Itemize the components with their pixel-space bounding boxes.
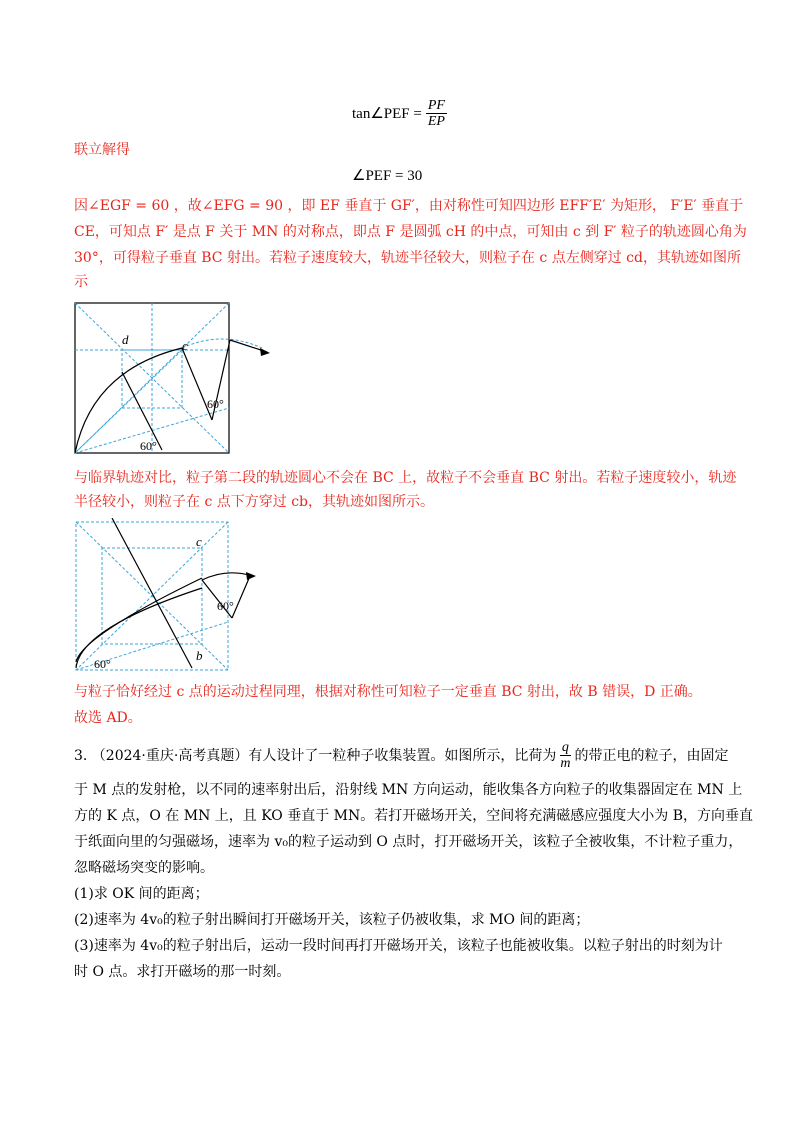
fig2-angle-bottom: 60° [94, 657, 111, 671]
formula-tan-denominator: EP [427, 114, 445, 129]
formula-tan-lhs: tan∠PEF = [352, 106, 422, 122]
question-ratio-q: q [561, 740, 569, 755]
fig2-arrowhead [246, 572, 256, 580]
para2-line1: 与临界轨迹对比，粒子第二段的轨迹圆心不会在 BC 上，故粒子不会垂直 BC 射出。若粒子速度较小，轨迹 [74, 470, 737, 486]
fig2-trajectory-arc-2 [76, 578, 202, 662]
question-line4: 于纸面向里的匀强磁场，速率为 v₀的粒子运动到 O 点时，打开磁场开关，该粒子全被收集，不计粒子重力， [74, 834, 743, 850]
question-line3: 方的 K 点，O 在 MN 上，且 KO 垂直于 MN。若打开磁场开关，空间将充满磁感应强度大小为 B，方向垂直 [74, 808, 754, 824]
question-charge-mass-ratio [558, 740, 572, 771]
para1-line2: CE，可知点 F′ 是点 F 关于 MN 的对称点，即点 F 是圆弧 cH 的中点，可知由 c 到 F′ 粒子的轨迹圆心角为 [74, 224, 747, 240]
formula-tan-pef [352, 98, 447, 129]
question-line1-b: 的带正电的粒子，由固定 [574, 747, 729, 764]
fig1-angle-bottom: 60° [140, 439, 157, 453]
fig2-radius-1 [112, 518, 192, 668]
question-sub3-line1: (3)速率为 4v₀的粒子射出后，运动一段时间再打开磁场开关，该粒子也能被收集。以粒子射出的时刻为计 [74, 938, 723, 954]
question-line1 [74, 740, 728, 771]
question-ratio-m: m [560, 756, 571, 771]
question-sub1: (1)求 OK 间的距离； [74, 886, 209, 902]
formula-tan-numerator: PF [427, 98, 445, 113]
para3-line2: 故选 AD。 [74, 710, 142, 726]
formula-tan-fraction [426, 98, 447, 129]
fig2-trajectory-arc [76, 588, 202, 668]
figure-1-trajectory [72, 300, 282, 460]
question-sub2: (2)速率为 4v₀的粒子射出瞬间打开磁场开关，该粒子仍被收集，求 MO 间的距离； [74, 912, 590, 928]
figure-2-trajectory [72, 518, 272, 674]
fig1-angle-right: 60° [207, 397, 224, 411]
label-solve: 联立解得 [74, 142, 130, 158]
question-sub3-line2: 时 O 点。求打开磁场的那一时刻。 [74, 964, 291, 980]
para1-line1: 因∠EGF = 60 ，故∠EFG = 90 ，即 EF 垂直于 GF′，由对称性可知四边形 EFF′E′ 为矩形， F′E′ 垂直于 [74, 198, 744, 214]
para2-line2: 半径较小，则粒子在 c 点下方穿过 cb，其轨迹如图所示。 [74, 494, 434, 510]
fig2-exit-arc [202, 573, 252, 580]
fig2-angle-right: 60° [217, 599, 234, 613]
fig1-arrowhead [260, 348, 270, 356]
fig2-label-b: b [196, 648, 203, 663]
question-line5: 忽略磁场突变的影响。 [74, 860, 214, 876]
para1-line3: 30°，可得粒子垂直 BC 射出。若粒子速度较大，轨迹半径较大，则粒子在 c 点左侧穿过 cd，其轨迹如图所 [74, 250, 741, 266]
fig1-label-d: d [122, 332, 129, 347]
formula-pef-30: ∠PEF = 30 [352, 168, 423, 184]
question-line2: 于 M 点的发射枪，以不同的速率射出后，沿射线 MN 方向运动，能收集各方向粒子的收集器固定在 MN 上 [74, 782, 743, 798]
para3-line1: 与粒子恰好经过 c 点的运动过程同理，根据对称性可知粒子一定垂直 BC 射出，故 B 错误，D 正确。 [74, 684, 702, 700]
para1-line4: 示 [74, 274, 88, 290]
fig1-label-c: c [182, 338, 188, 353]
fig2-exit-line-1 [232, 576, 250, 618]
question-line1-a: 3. （2024·重庆·高考真题）有人设计了一粒种子收集装置。如图所示，比荷为 [74, 747, 557, 764]
fig2-label-c: c [196, 534, 202, 549]
